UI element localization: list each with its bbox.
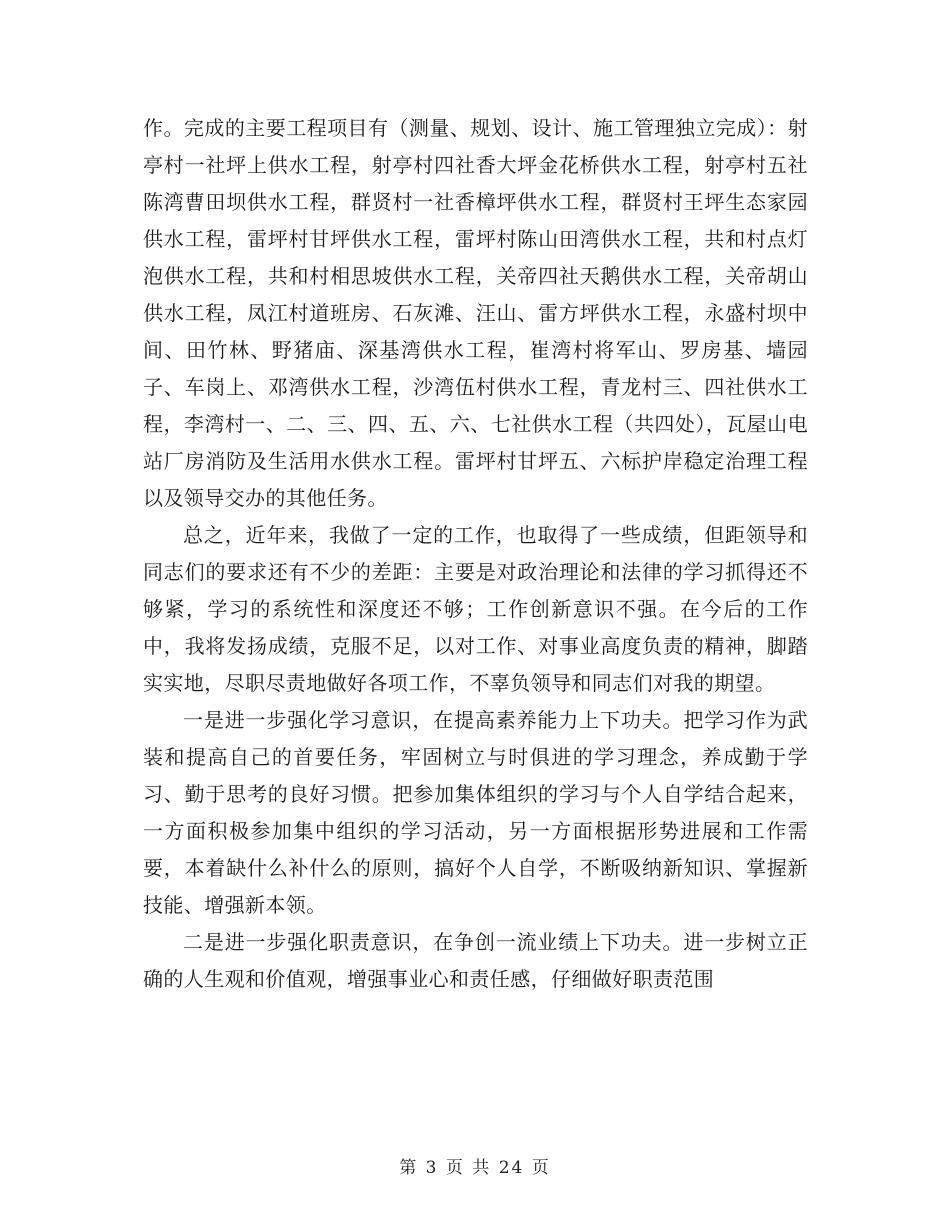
page-number-footer: 第 3 页 共 24 页: [399, 1158, 551, 1178]
paragraph-projects: 作。完成的主要工程项目有（测量、规划、设计、施工管理独立完成）：射亭村一社坪上供水工程，射亭村四社香大坪金花桥供水工程，射亭村五社陈湾曹田坝供水工程，群贤村一社香樟坪供水工程，群贤村王坪生态家园供水工程，雷坪村甘坪供水工程，雷坪村陈山田湾供水工程，共和村点灯泡供水工程，共和村相思坡供水工程，关帝四社天鹅供水工程，关帝胡山供水工程，凤江村道班房、石灰滩、汪山、雷方坪供水工程，永盛村坝中间、田竹林、野猪庙、深基湾供水工程，崔湾村将军山、罗房基、墙园子、车岗上、邓湾供水工程，沙湾伍村供水工程，青龙村三、四社供水工程，李湾村一、二、三、四、五、六、七社供水工程（共四处），瓦屋山电站厂房消防及生活用水供水工程。雷坪村甘坪五、六标护岸稳定治理工程以及领导交办的其他任务。: [143, 116, 808, 510]
paragraph-summary: 总之，近年来，我做了一定的工作，也取得了一些成绩，但距领导和同志们的要求还有不少的差距：主要是对政治理论和法律的学习抓得还不够紧，学习的系统性和深度还不够；工作创新意识不强。在今后的工作中，我将发扬成绩，克服不足，以对工作、对事业高度负责的精神，脚踏实实地，尽职尽责地做好各项工作，不辜负领导和同志们对我的期望。: [143, 523, 808, 695]
paragraph-point-one: 一是进一步强化学习意识，在提高素养能力上下功夫。把学习作为武装和提高自己的首要任务，牢固树立与时俱进的学习理念，养成勤于学习、勤于思考的良好习惯。把参加集体组织的学习与个人自学结合起来，一方面积极参加集中组织的学习活动，另一方面根据形势进展和工作需要，本着缺什么补什么的原则，搞好个人自学，不断吸纳新知识、掌握新技能、增强新本领。: [143, 708, 808, 917]
document-body: [143, 110, 808, 998]
paragraph-point-two: 二是进一步强化职责意识，在争创一流业绩上下功夫。进一步树立正确的人生观和价值观，增强事业心和责任感，仔细做好职责范围: [143, 930, 808, 991]
